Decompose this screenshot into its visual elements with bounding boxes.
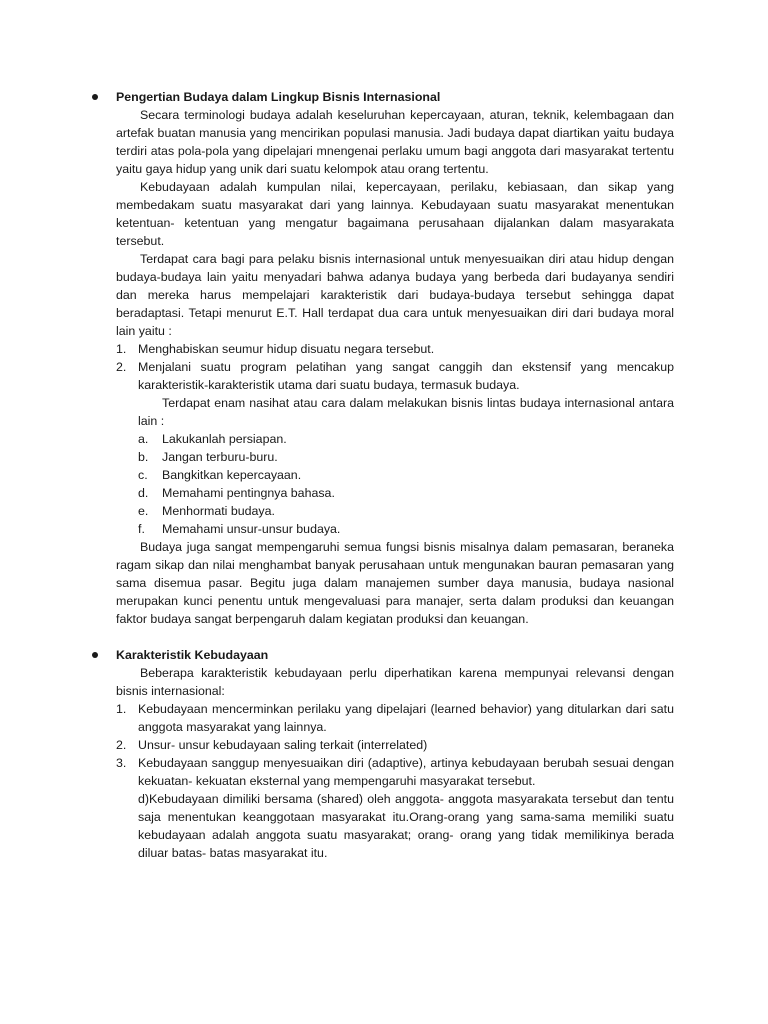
paragraph: Beberapa karakteristik kebudayaan perlu diperhatikan karena mempunyai relevansi dengan bisnis internasional: <box>116 666 674 698</box>
list-marker: d. <box>138 486 149 500</box>
paragraph: Secara terminologi budaya adalah keseluruhan kepercayaan, aturan, teknik, kelembagaan dan artefak buatan manusia yang mencirikan populasi manusia. Jadi budaya dapat diartikan yaitu budaya terdiri atas pola-pola yang dipelajari mnengenai perlaku umum bagi anggota dari masyarakat tertentu yaitu gaya hidup yang unik dari suatu kelompok atau orang tertentu. <box>116 108 674 176</box>
list-item <box>116 520 674 538</box>
paragraph: Kebudayaan adalah kumpulan nilai, kepercayaan, perilaku, kebiasaan, dan sikap yang membedakam suatu masyarakat dari yang lainnya. Kebudayaan suatu masyarakat menentukan ketentuan- ketentuan yang mengatur bagaimana perusahaan dijalankan dalam masyarakata tersebut. <box>116 180 674 248</box>
paragraph: Terdapat cara bagi para pelaku bisnis internasional untuk menyesuaikan diri atau hidup dengan budaya-budaya lain yaitu menyadari bahwa adanya budaya yang berbeda dari budayanya sendiri dan mereka harus mempelajari karakteristik dari budaya-budaya tersebut sehingga dapat beradaptasi. Tetapi menurut E.T. Hall terdapat dua cara untuk menyesuaikan diri dari budaya moral lain yaitu : <box>116 252 674 338</box>
list-item <box>116 430 674 448</box>
section-heading-karakteristik <box>116 646 674 664</box>
list-item-text: Unsur- unsur kebudayaan saling terkait (interrelated) <box>138 738 428 752</box>
paragraph: d)Kebudayaan dimiliki bersama (shared) oleh anggota- anggota masyarakata tersebut dan tentu saja menentukan keanggotaan masyarakat itu.Orang-orang yang sama-sama memiliki suatu kebudayaan adalah anggota suatu masyarakat; orang- orang yang tidak memilikinya berada diluar batas- batas masyarakat itu. <box>138 792 674 860</box>
list-item <box>116 340 674 358</box>
list-marker: e. <box>138 504 149 518</box>
list-item-text: Bangkitkan kepercayaan. <box>162 468 302 482</box>
section-heading-text: Pengertian Budaya dalam Lingkup Bisnis Internasional <box>116 90 441 104</box>
paragraph: Budaya juga sangat mempengaruhi semua fungsi bisnis misalnya dalam pemasaran, beraneka ragam sikap dan nilai menghambat banyak perusahaan untuk mengunakan bauran pemasaran yang sama disemua pasar. Begitu juga dalam manajemen sumber daya manusia, budaya nasional merupakan kunci penentu untuk mengevaluasi para manajer, serta dalam produksi dan keuangan faktor budaya sangat berpengaruh dalam kegiatan produksi dan keuangan. <box>116 540 674 626</box>
list-item <box>116 502 674 520</box>
list-marker: 1. <box>116 342 127 356</box>
list-marker: b. <box>138 450 149 464</box>
list-item-text: Lakukanlah persiapan. <box>162 432 287 446</box>
list-item <box>116 358 674 394</box>
advice-list <box>116 430 674 538</box>
item-d-block <box>116 790 674 862</box>
list-item-text: Menhormati budaya. <box>162 504 275 518</box>
list-item <box>116 448 674 466</box>
list-item-text: Menghabiskan seumur hidup disuatu negara tersebut. <box>138 342 435 356</box>
list-item <box>116 484 674 502</box>
document-content <box>116 88 674 862</box>
list-item <box>116 736 674 754</box>
bullet-icon <box>92 94 98 100</box>
list-marker: 3. <box>116 756 127 770</box>
list-item <box>116 466 674 484</box>
paragraph: Terdapat enam nasihat atau cara dalam melakukan bisnis lintas budaya internasional antara lain : <box>138 396 674 428</box>
advice-block <box>116 394 674 430</box>
list-marker: 2. <box>116 738 127 752</box>
list-item-text: Kebudayaan sanggup menyesuaikan diri (adaptive), artinya kebudayaan berubah sesuai dengan kekuatan- kekuatan eksternal yang mempengaruhi masyarakat tersebut. <box>138 756 674 788</box>
section-heading-pengertian <box>116 88 674 106</box>
list-marker: a. <box>138 432 149 446</box>
section-spacer <box>116 628 674 646</box>
list-item-text: Kebudayaan mencerminkan perilaku yang dipelajari (learned behavior) yang ditularkan dari satu anggota masyarakat yang lainnya. <box>138 702 674 734</box>
list-marker: 1. <box>116 702 127 716</box>
list-item <box>116 700 674 736</box>
list-item-text: Memahami unsur-unsur budaya. <box>162 522 341 536</box>
list-marker: f. <box>138 522 145 536</box>
bullet-icon <box>92 652 98 658</box>
list-item-text: Memahami pentingnya bahasa. <box>162 486 335 500</box>
list-item-text: Menjalani suatu program pelatihan yang sangat canggih dan ekstensif yang mencakup karakteristik-karakteristik utama dari suatu budaya, termasuk budaya. <box>138 360 674 392</box>
characteristics-list <box>116 700 674 790</box>
list-item-text: Jangan terburu-buru. <box>162 450 278 464</box>
list-item <box>116 754 674 790</box>
section-heading-text: Karakteristik Kebudayaan <box>116 648 269 662</box>
list-marker: 2. <box>116 360 127 374</box>
list-marker: c. <box>138 468 148 482</box>
numbered-list <box>116 340 674 394</box>
